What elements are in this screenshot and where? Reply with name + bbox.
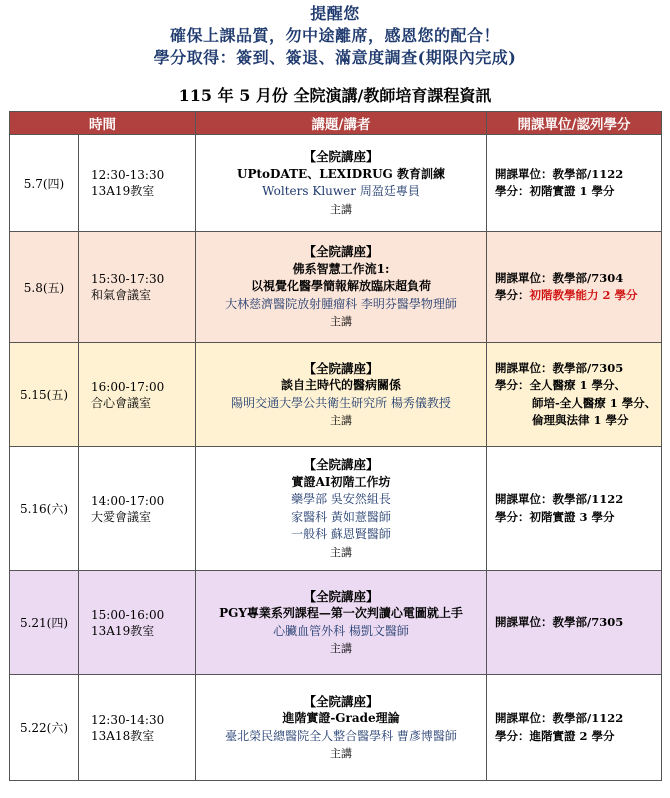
session-time: 15:00-16:00 — [91, 607, 165, 622]
session-date: 5.21(四) — [10, 571, 79, 675]
session-speaker: 家醫科 黃如薏醫師 — [291, 509, 391, 524]
table-row — [10, 232, 662, 343]
table-row — [10, 571, 662, 675]
session-credit: 學分：初階實證 1 學分 — [495, 184, 615, 198]
session-topic-cell — [196, 232, 487, 343]
credit-prefix: 學分： — [495, 288, 530, 302]
session-room: 合心會議室 — [91, 395, 152, 410]
session-unit: 開課單位：教學部/7304 — [495, 270, 624, 285]
session-time: 14:00-17:00 — [91, 493, 165, 508]
session-date: 5.15(五) — [10, 343, 79, 447]
table-row — [10, 135, 662, 232]
session-credit: 學分：進階實證 2 學分 — [495, 728, 615, 743]
session-date: 5.7(四) — [10, 135, 79, 232]
session-unit-cell — [487, 675, 662, 781]
session-tag: 【全院講座】 — [303, 693, 379, 709]
session-date: 5.8(五) — [10, 232, 79, 343]
session-time-room — [79, 343, 196, 447]
session-time-room — [79, 232, 196, 343]
session-speaker: 大林慈濟醫院放射腫瘤科 李明芬醫學物理師 — [225, 296, 457, 311]
credit-highlight: 初階教學能力 2 學分 — [529, 288, 638, 302]
session-time: 12:30-14:30 — [91, 712, 165, 727]
header-unit: 開課單位/認列學分 — [487, 112, 662, 135]
session-tag: 【全院講座】 — [303, 588, 379, 604]
session-unit: 開課單位：教學部/7305 — [495, 614, 624, 629]
session-unit: 開課單位：教學部/1122 — [495, 492, 624, 506]
session-unit-cell — [487, 343, 662, 447]
session-topic: 佛系智慧工作流1: — [292, 261, 390, 276]
session-unit: 開課單位：教學部/1122 — [495, 166, 624, 181]
session-time-room — [79, 675, 196, 781]
session-credit: 學分：初階實證 3 學分 — [495, 509, 615, 524]
session-credit: 師培-全人醫療 1 學分、 — [532, 395, 657, 410]
session-room: 13A19教室 — [91, 623, 155, 638]
session-host: 主講 — [330, 545, 352, 559]
session-host: 主講 — [330, 747, 352, 760]
session-credit: 倫理與法律 1 學分 — [532, 413, 629, 427]
session-host: 主講 — [330, 642, 352, 655]
session-date: 5.16(六) — [10, 447, 79, 571]
session-speaker: 一般科 蘇恩賢醫師 — [291, 527, 391, 541]
table-row — [10, 675, 662, 781]
session-tag: 【全院講座】 — [303, 457, 379, 472]
session-topic: 以視覺化醫學簡報解放臨床超負荷 — [250, 279, 431, 294]
session-host: 主講 — [330, 315, 352, 329]
notice-block — [0, 3, 670, 69]
table-row — [10, 447, 662, 571]
session-speaker: 臺北榮民總醫院全人整合醫學科 曹彥博醫師 — [225, 728, 457, 743]
session-topic: 實證AI初階工作坊 — [291, 474, 391, 489]
table-row — [10, 343, 662, 447]
session-topic: 談自主時代的醫病關係 — [280, 378, 401, 392]
session-room: 13A18教室 — [91, 728, 155, 743]
session-time-room — [79, 447, 196, 571]
notice-line2: 確保上課品質，勿中途離席，感恩您的配合！ — [169, 26, 500, 45]
session-topic-cell — [196, 343, 487, 447]
session-tag: 【全院講座】 — [303, 360, 379, 376]
session-host: 主講 — [330, 414, 352, 427]
session-speaker: 心臟血管外科 楊凱文醫師 — [273, 623, 409, 638]
session-unit-cell — [487, 232, 662, 343]
session-tag: 【全院講座】 — [303, 244, 379, 260]
session-unit: 開課單位：教學部/7305 — [495, 360, 624, 375]
header-time: 時間 — [10, 112, 196, 135]
session-topic-cell — [196, 571, 487, 675]
session-room: 13A19教室 — [91, 184, 155, 198]
session-speaker: 陽明交通大學公共衛生研究所 楊秀儀教授 — [231, 395, 451, 410]
session-date: 5.22(六) — [10, 675, 79, 781]
page-title: 115 年 5 月份 全院演講/教師培育課程資訊 — [178, 86, 492, 105]
session-time: 15:30-17:30 — [91, 272, 165, 286]
session-unit-cell — [487, 571, 662, 675]
session-topic: PGY專業系列課程—第一次判讀心電圖就上手 — [219, 606, 463, 620]
notice-line1: 提醒您 — [310, 4, 360, 23]
session-credit — [495, 287, 661, 305]
session-topic: 進階實證-Grade理論 — [282, 711, 400, 725]
session-topic-cell — [196, 675, 487, 781]
schedule-table — [9, 111, 662, 781]
header-topic: 講題/講者 — [196, 112, 487, 135]
session-host: 主講 — [330, 202, 352, 216]
session-unit-cell — [487, 447, 662, 571]
session-topic-cell — [196, 447, 487, 571]
session-topic-cell — [196, 135, 487, 232]
session-time-room — [79, 135, 196, 232]
session-speaker: 藥學部 吳安然組長 — [291, 492, 391, 506]
session-time: 12:30-13:30 — [91, 168, 165, 182]
session-tag: 【全院講座】 — [303, 149, 379, 164]
session-time-room — [79, 571, 196, 675]
session-credit: 學分：全人醫療 1 學分、 — [495, 378, 627, 392]
session-room: 大愛會議室 — [91, 509, 152, 524]
session-room: 和氣會議室 — [91, 288, 152, 302]
session-unit-cell — [487, 135, 662, 232]
session-topic: UPtoDATE、LEXIDRUG 教育訓練 — [237, 166, 445, 181]
notice-line3: 學分取得：簽到、簽退、滿意度調查(期限內完成) — [153, 48, 517, 67]
session-time: 16:00-17:00 — [91, 379, 165, 394]
session-unit: 開課單位：教學部/1122 — [495, 711, 624, 725]
session-speaker: Wolters Kluwer 周盈廷專員 — [262, 184, 420, 198]
